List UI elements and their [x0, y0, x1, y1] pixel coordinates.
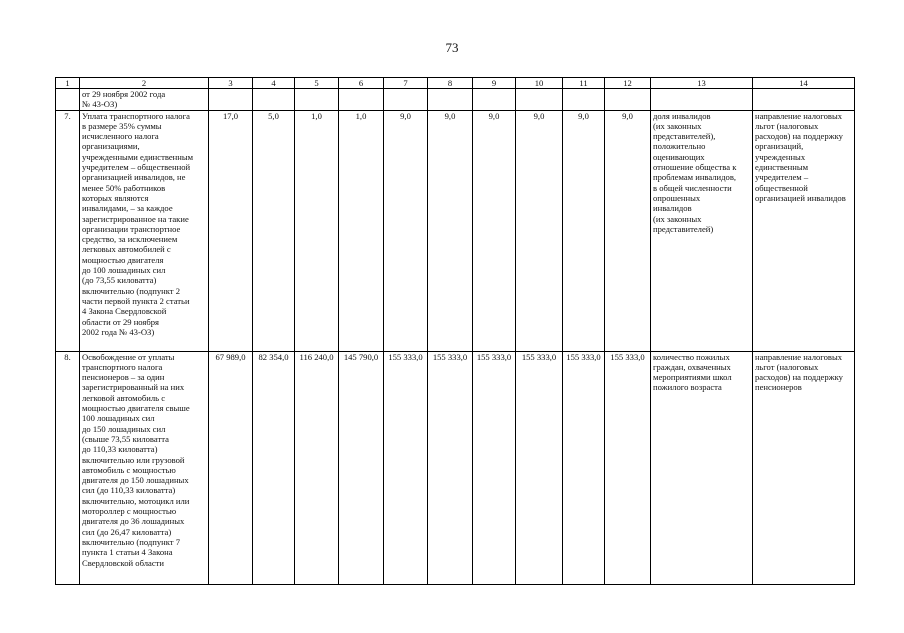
value-cell: 1,0	[295, 110, 339, 351]
value-cell: 82 354,0	[253, 351, 295, 584]
value-cell: 155 333,0	[605, 351, 651, 584]
value-cell: 155 333,0	[563, 351, 605, 584]
value-cell: 9,0	[605, 110, 651, 351]
value-cell: 67 989,0	[209, 351, 253, 584]
value-cell: 17,0	[209, 110, 253, 351]
indicator-text: доля инвалидов (их законных представителей), положительно оценивающих отношение общества к проблемам инвалидов, в общей численности опрошенных инвалидов (их законных представителей)	[651, 110, 753, 351]
value-cell: 9,0	[384, 110, 428, 351]
column-header: 12	[605, 78, 651, 89]
value-cell: 9,0	[516, 110, 563, 351]
direction-text: направление налоговых льгот (налоговых расходов) на поддержку организаций, учрежденных единственным учредителем – общественной организацией инвалидов	[753, 110, 855, 351]
column-header: 7	[384, 78, 428, 89]
column-header: 8	[428, 78, 473, 89]
column-header: 10	[516, 78, 563, 89]
column-header: 3	[209, 78, 253, 89]
column-header: 4	[253, 78, 295, 89]
column-header: 6	[339, 78, 384, 89]
value-cell: 1,0	[339, 110, 384, 351]
value-cell: 155 333,0	[384, 351, 428, 584]
value-cell: 116 240,0	[295, 351, 339, 584]
value-cell: 155 333,0	[473, 351, 516, 584]
continuation-text: от 29 ноября 2002 года № 43-ОЗ)	[80, 89, 209, 111]
value-cell: 9,0	[428, 110, 473, 351]
column-header: 5	[295, 78, 339, 89]
column-header: 13	[651, 78, 753, 89]
benefit-description: Уплата транспортного налога в размере 35% суммы исчисленного налога организациями, учрежденными единственным учредителем – общественной организацией инвалидов, не менее 50% работников которых являются инвалидами, – за каждое зарегистрированное на такие организации транспортное средство, за исключением легковых автомобилей с мощностью двигателя до 100 лошадиных сил (до 73,55 киловатта) включительно (подпункт 2 части первой пункта 2 статьи 4 Закона Свердловской области от 29 ноября 2002 года № 43-ОЗ)	[80, 110, 209, 351]
page-number: 73	[445, 40, 459, 55]
value-cell: 155 333,0	[516, 351, 563, 584]
row-number: 8.	[56, 351, 80, 584]
value-cell: 155 333,0	[428, 351, 473, 584]
value-cell: 145 790,0	[339, 351, 384, 584]
benefits-table	[55, 77, 855, 585]
header-row	[56, 78, 855, 89]
value-cell: 5,0	[253, 110, 295, 351]
column-header: 9	[473, 78, 516, 89]
value-cell: 9,0	[563, 110, 605, 351]
column-header: 2	[80, 78, 209, 89]
indicator-text: количество пожилых граждан, охваченных мероприятиями школ пожилого возраста	[651, 351, 753, 584]
column-header: 14	[753, 78, 855, 89]
table-row	[56, 110, 855, 351]
column-header: 11	[563, 78, 605, 89]
value-cell: 9,0	[473, 110, 516, 351]
column-header: 1	[56, 78, 80, 89]
row-number: 7.	[56, 110, 80, 351]
benefit-description: Освобождение от уплаты транспортного налога пенсионеров – за один зарегистрированный на них легковой автомобиль с мощностью двигателя свыше 100 лошадиных сил до 150 лошадиных сил (свыше 73,55 киловатта до 110,33 киловатта) включительно или грузовой автомобиль с мощностью двигателя до 150 лошадиных сил (до 110,33 киловатта) включительно, мотоцикл или мотороллер с мощностью двигателя до 36 лошадиных сил (до 26,47 киловатта) включительно (подпункт 7 пункта 1 статьи 4 Закона Свердловской области	[80, 351, 209, 584]
table-row	[56, 351, 855, 584]
continuation-row	[56, 89, 855, 111]
direction-text: направление налоговых льгот (налоговых расходов) на поддержку пенсионеров	[753, 351, 855, 584]
